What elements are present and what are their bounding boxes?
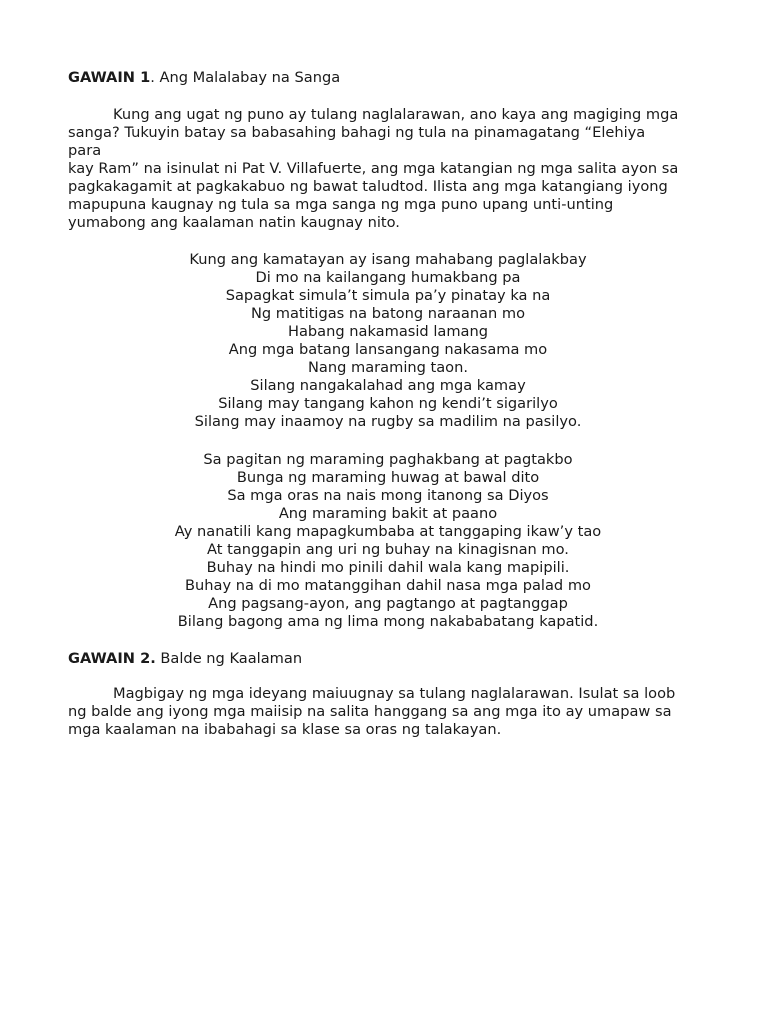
poem-line: Sapagkat simula’t simula pa’y pinatay ka na (225, 287, 551, 304)
instruction-line: pagkakagamit at pagkakabuo ng bawat taludtod. Ilista ang mga katangiang iyong (68, 178, 668, 195)
gawain-1-instructions (68, 106, 708, 232)
poem-line: Nang maraming taon. (307, 359, 469, 376)
instruction-line: kay Ram” na isinulat ni Pat V. Villafuerte, ang mga katangian ng mga salita ayon sa (68, 160, 679, 177)
poem-line: Silang nangakalahad ang mga kamay (250, 377, 526, 394)
poem-line: Kung ang kamatayan ay isang mahabang paglalakbay (189, 251, 587, 268)
instruction-line: sanga? Tukuyin batay sa babasahing bahagi ng tula na pinamagatang “Elehiya (68, 124, 646, 141)
poem-line: Ang pagsang-ayon, ang pagtango at pagtanggap (208, 595, 568, 612)
instruction-line: Kung ang ugat ng puno ay tulang naglalarawan, ano kaya ang magiging mga (113, 106, 679, 123)
poem-line: Ng matitigas na batong naraanan mo (250, 305, 526, 322)
poem-stanza-2 (68, 451, 708, 631)
instruction-line: yumabong ang kaalaman natin kaugnay nito. (68, 214, 400, 231)
gawain-1-title: . Ang Malalabay na Sanga (150, 69, 341, 86)
instruction-line: Magbigay ng mga ideyang maiuugnay sa tulang naglalarawan. Isulat sa loob (113, 685, 676, 702)
gawain-1-label: GAWAIN 1 (68, 69, 151, 86)
gawain-2-instructions (68, 685, 708, 739)
poem-stanza-1 (68, 251, 708, 431)
gawain-2-title: Balde ng Kaalaman (155, 650, 303, 667)
poem-line: Sa mga oras na nais mong itanong sa Diyos (227, 487, 549, 504)
gawain-2-heading (68, 650, 302, 668)
instruction-line: mapupuna kaugnay ng tula sa mga sanga ng mga puno upang unti-unting (68, 196, 614, 213)
poem-line: Ay nanatili kang mapagkumbaba at tanggaping ikaw’y tao (174, 523, 602, 540)
poem-line: Bilang bagong ama ng lima mong nakababatang kapatid. (177, 613, 599, 630)
poem-line: Ang mga batang lansangang nakasama mo (228, 341, 548, 358)
instruction-line: mga kaalaman na ibabahagi sa klase sa oras ng talakayan. (68, 721, 502, 738)
poem-line: Bunga ng maraming huwag at bawal dito (236, 469, 540, 486)
poem-line: Buhay na di mo matanggihan dahil nasa mga palad mo (185, 577, 591, 594)
poem-line: Sa pagitan ng maraming paghakbang at pagtakbo (203, 451, 573, 468)
poem-line: At tanggapin ang uri ng buhay na kinagisnan mo. (207, 541, 569, 558)
gawain-2-label: GAWAIN 2. (68, 650, 156, 667)
gawain-1-heading (68, 69, 340, 87)
poem-line: Di mo na kailangang humakbang pa (255, 269, 521, 286)
poem-line: Ang maraming bakit at paano (278, 505, 498, 522)
poem-line: Habang nakamasid lamang (288, 323, 488, 340)
instruction-line: ng balde ang iyong mga maiisip na salita hanggang sa ang mga ito ay umapaw sa (68, 703, 672, 720)
poem-line: Buhay na hindi mo pinili dahil wala kang mapipili. (206, 559, 570, 576)
instruction-line: para (68, 142, 102, 159)
poem-line: Silang may inaamoy na rugby sa madilim na pasilyo. (194, 413, 582, 430)
poem-line: Silang may tangang kahon ng kendi’t sigarilyo (218, 395, 558, 412)
